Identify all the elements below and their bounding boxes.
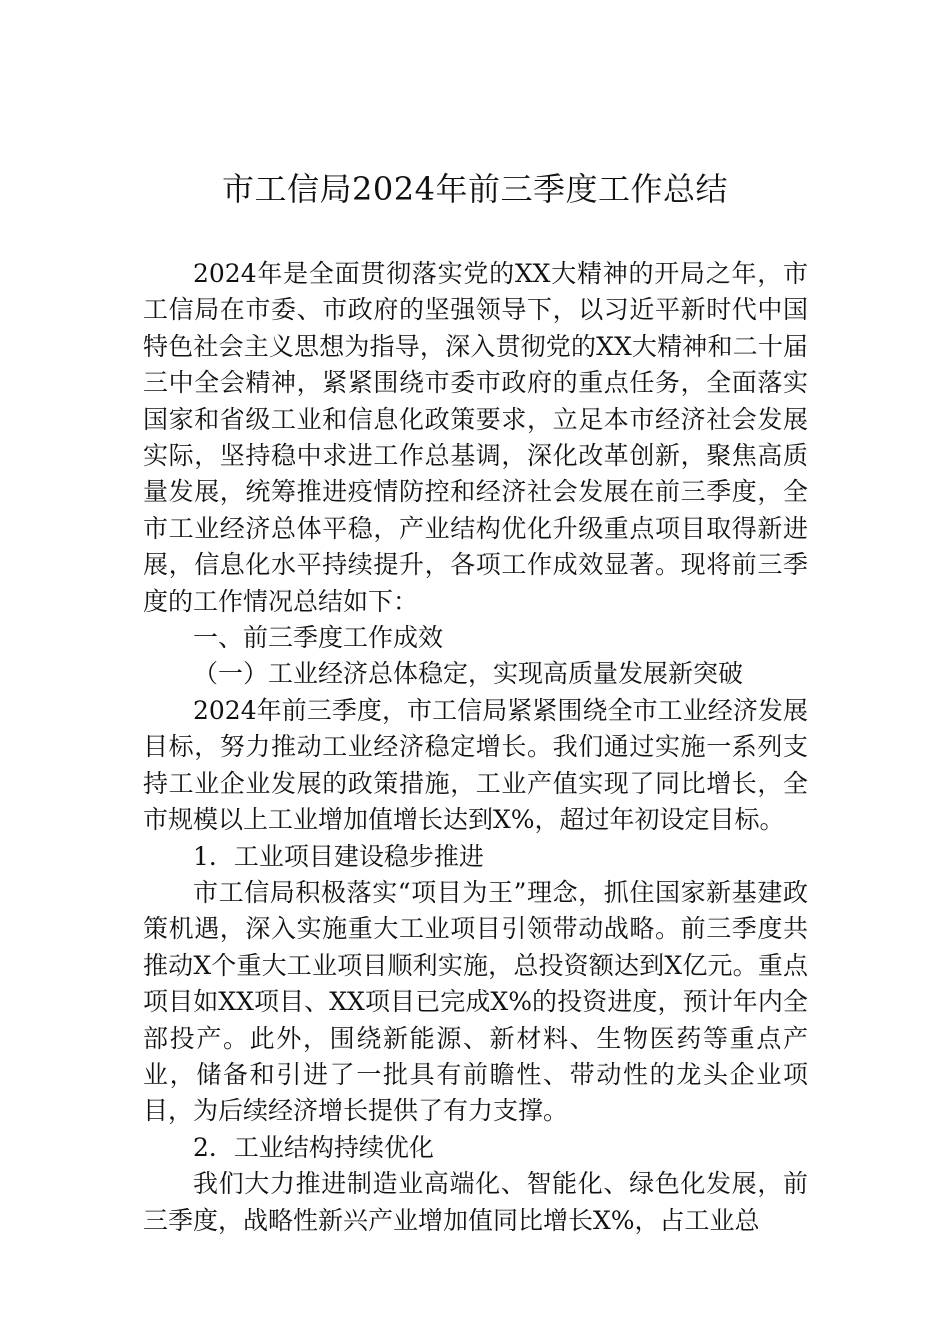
- intro-paragraph: 2024年是全面贯彻落实党的XX大精神的开局之年，市工信局在市委、市政府的坚强领导下，以习近平新时代中国特色社会主义思想为指导，深入贯彻党的XX大精神和二十届三中全会精神，紧紧围绕市委市政府的重点任务，全面落实国家和省级工业和信息化政策要求，立足本市经济社会发展实际，坚持稳中求进工作总基调，深化改革创新，聚焦高质量发展，统筹推进疫情防控和经济社会发展在前三季度，全市工业经济总体平稳，产业结构优化升级重点项目取得新进展，信息化水平持续提升，各项工作成效显著。现将前三季度的工作情况总结如下：: [143, 259, 808, 616]
- subsection-heading: （一）工业经济总体稳定，实现高质量发展新突破: [193, 659, 744, 689]
- document-body: [143, 256, 808, 1239]
- body-paragraph: 2024年前三季度，市工信局紧紧围绕全市工业经济发展目标，努力推动工业经济稳定增长。我们通过实施一系列支持工业企业发展的政策措施，工业产值实现了同比增长，全市规模以上工业增加值增长达到X%，超过年初设定目标。: [143, 695, 808, 835]
- section-heading: 一、前三季度工作成效: [193, 623, 444, 653]
- document-title: 市工信局2024年前三季度工作总结: [222, 170, 728, 208]
- item-heading: 2．工业结构持续优化: [193, 1132, 434, 1162]
- body-paragraph: 市工信局积极落实“项目为王”理念，抓住国家新基建政策机遇，深入实施重大工业项目引领带动战略。前三季度共推动X个重大工业项目顺利实施，总投资额达到X亿元。重点项目如XX项目、XX项目已完成X%的投资进度，预计年内全部投产。此外，围绕新能源、新材料、生物医药等重点产业，储备和引进了一批具有前瞻性、带动性的龙头企业项目，为后续经济增长提供了有力支撑。: [143, 877, 808, 1126]
- item-heading: 1．工业项目建设稳步推进: [193, 841, 484, 871]
- body-paragraph: 我们大力推进制造业高端化、智能化、绿色化发展，前三季度，战略性新兴产业增加值同比增长X%，占工业总: [143, 1169, 808, 1235]
